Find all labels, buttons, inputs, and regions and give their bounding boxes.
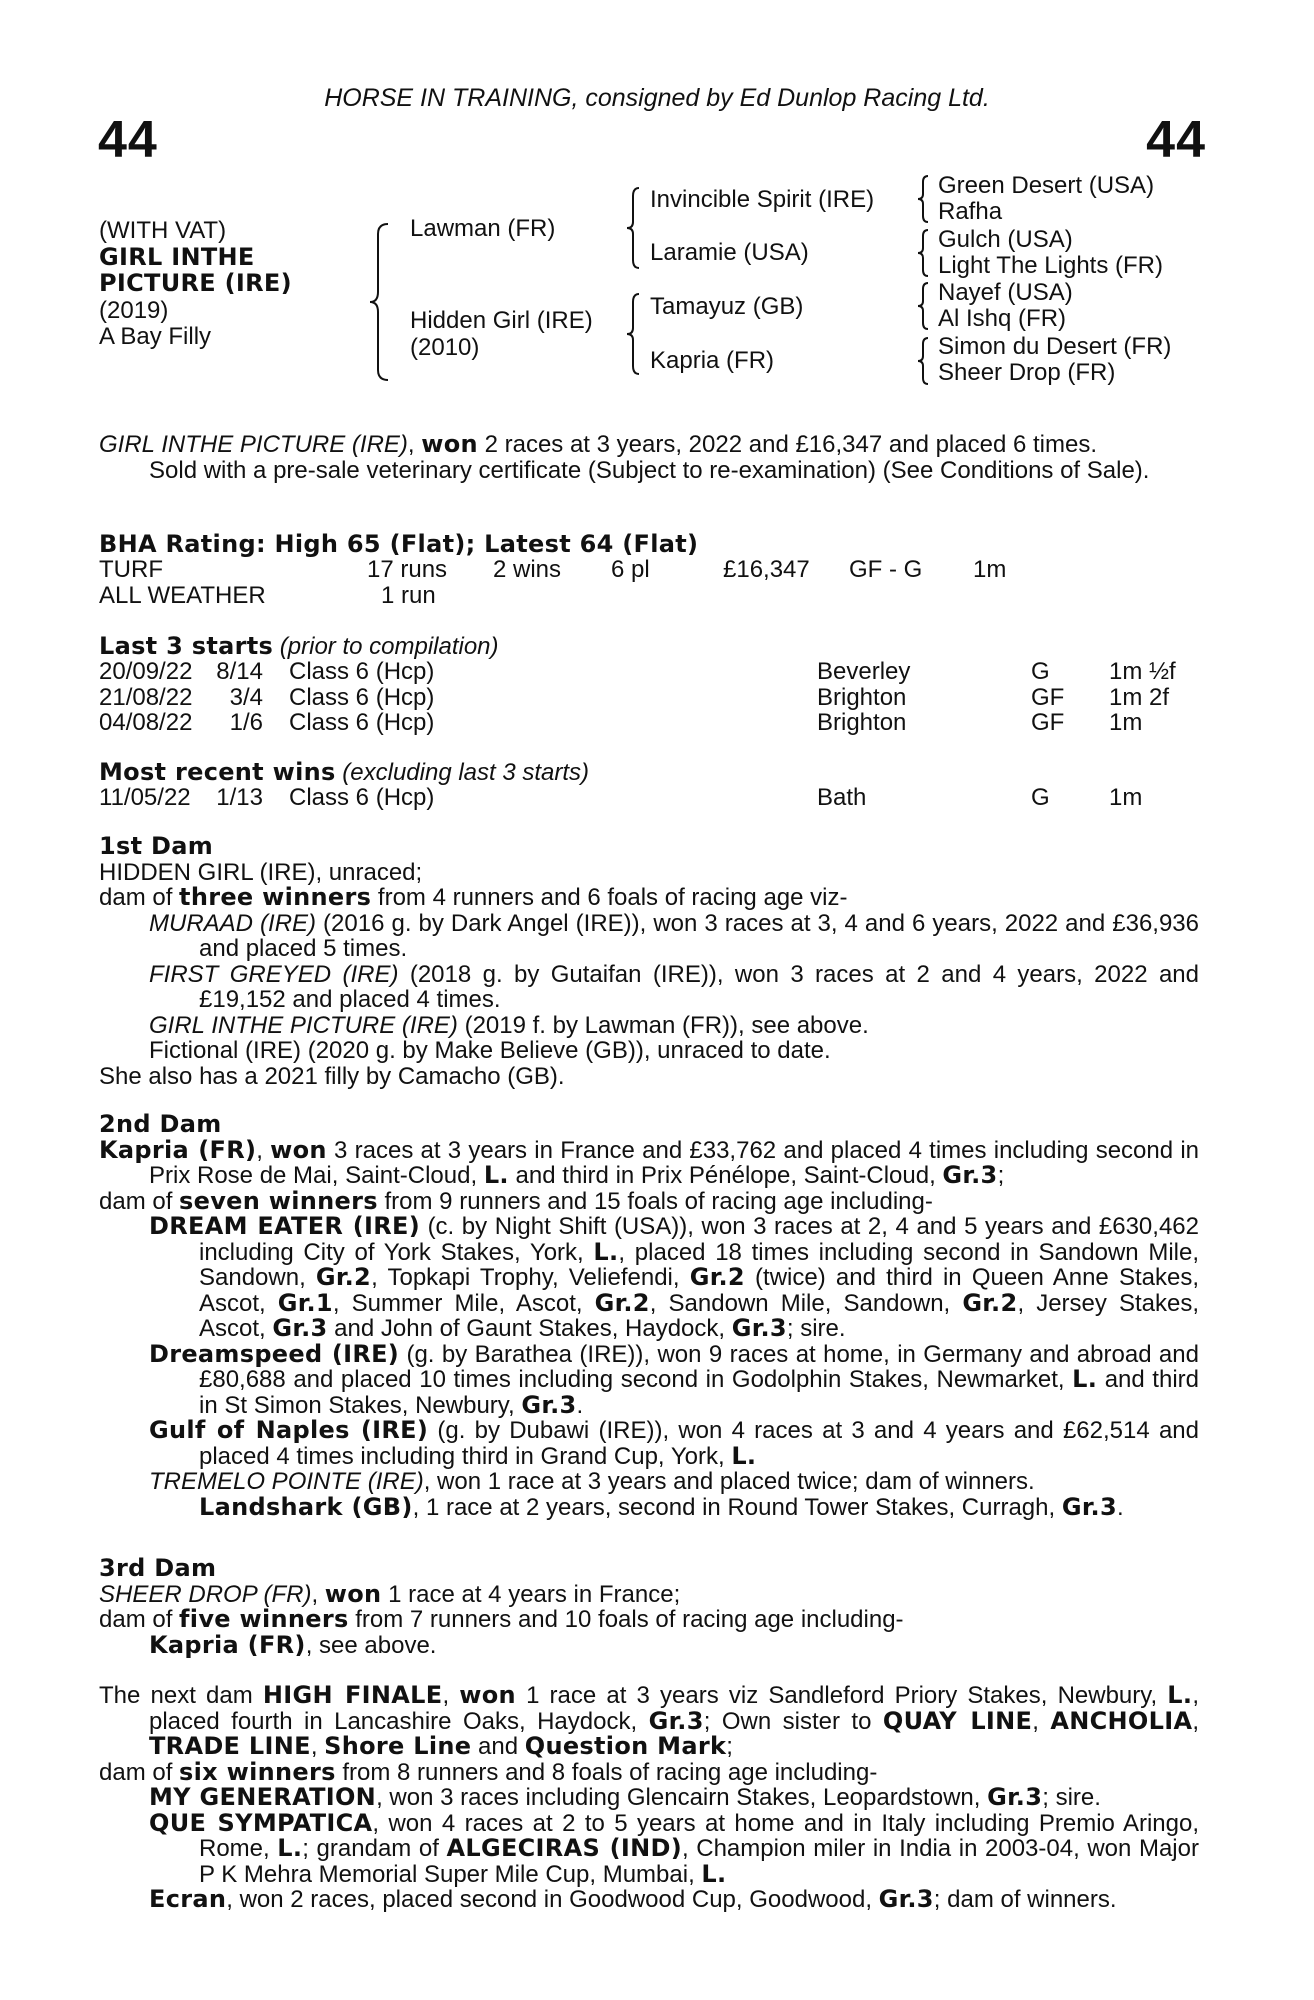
offspring-muraad: MURAAD (IRE) (2016 g. by Dark Angel (IRE)), won 3 races at 3, 4 and 6 years, 2022 and £36,936 and placed 5 times. (149, 909, 1199, 962)
race-summary: GIRL INTHE PICTURE (IRE), won 2 races at 3 years, 2022 and £16,347 and placed 6 times. Sold with a pre-sale veterinary certificate (Subject to re-examination) (See Conditions of Sale). (99, 430, 1150, 484)
last3-row (99, 709, 1219, 735)
g-ancestor-7: Simon du Desert (FR) (938, 333, 1172, 360)
second-dam-section (99, 1112, 1199, 1520)
g-ancestor-2: Rafha (938, 198, 1003, 225)
offspring-que-sympatica: QUE SYMPATICA, won 4 races at 2 to 5 years at home and in Italy including Premio Aringo, Rome, L.; grandam of ALGECIRAS (IND), Champion miler in India in 2003-04, won Major P K Mehra Memorial Super Mile Cup, Mumbai, L. (149, 1808, 1199, 1888)
first-dam-heading: 1st Dam (99, 832, 214, 860)
dam-name: Hidden Girl (IRE) (410, 307, 593, 334)
third-dam-produce: dam of five winners from 7 runners and 10 foals of racing age including- (99, 1605, 904, 1633)
dam-dam-name: Kapria (FR) (650, 347, 775, 374)
third-dam-heading: 3rd Dam (99, 1554, 217, 1582)
recent-win-row (99, 784, 1219, 810)
offspring-gulf-of-naples: Gulf of Naples (IRE) (g. by Dubawi (IRE)), won 4 races at 3 and 4 years and £62,514 and placed 4 times including third in Grand Cup, York, L. (149, 1416, 1199, 1470)
last3-date: 21/08/22 (99, 683, 193, 711)
bha-rating: BHA Rating: High 65 (Flat); Latest 64 (Flat) (99, 530, 699, 558)
recent-win-cls: Class 6 (Hcp) (289, 784, 435, 811)
g-ancestor-4: Light The Lights (FR) (938, 252, 1163, 279)
turf-runs: 17 runs (367, 556, 448, 583)
first-dam-produce: dam of three winners from 4 runners and 6 foals of racing age viz- (99, 883, 848, 911)
sale-note: Sold with a pre-sale veterinary certificate (Subject to re-examination) (See Conditions of Sale). (149, 456, 1150, 484)
offspring-dreamspeed: Dreamspeed (IRE) (g. by Barathea (IRE)), won 9 races at home, in Germany and abroad and £80,688 and placed 10 times including second in Godolphin Stakes, Newmarket, L. and third in St Simon Stakes, Newbury, Gr.3. (149, 1339, 1199, 1419)
summary-won: won (421, 430, 478, 458)
turf-placed: 6 pl (611, 556, 650, 583)
last3-course: Beverley (817, 658, 911, 685)
offspring-dream-eater: DREAM EATER (IRE) (c. by Night Shift (USA)), won 3 races at 2, 4 and 5 years and £630,462 including City of York Stakes, York, L., placed 18 times including second in Sandown Mile, Sandown, Gr.2, Topkapi Trophy, Veliefendi, Gr.2 (twice) and third in Queen Anne Stakes, Ascot, Gr.1, Summer Mile, Ascot, Gr.2, Sandown Mile, Sandown, Gr.2, Jersey Stakes, Ascot, Gr.3 and John of Gaunt Stakes, Haydock, Gr.3; sire. (149, 1212, 1200, 1342)
recent-win-going: G (1031, 784, 1050, 811)
last3-pos: 1/6 (229, 709, 263, 736)
offspring-first-greyed: FIRST GREYED (IRE) (2018 g. by Gutaifan (IRE)), won 3 races at 2 and 4 years, 2022 and £19,152 and placed 4 times. (149, 960, 1199, 1013)
offspring-ecran: Ecran, won 2 races, placed second in Goodwood Cup, Goodwood, Gr.3; dam of winners. (149, 1885, 1117, 1913)
third-dam-section (99, 1556, 1199, 1658)
next-dam-section (99, 1683, 1199, 1913)
offspring-landshark: Landshark (GB), 1 race at 2 years, second in Round Tower Stakes, Curragh, Gr.3. (199, 1492, 1124, 1521)
pedigree-brace-g2 (914, 228, 934, 278)
sheer-drop-record: SHEER DROP (FR), won 1 race at 4 years in France; (99, 1579, 681, 1608)
last3-heading: Last 3 starts (prior to compilation) (99, 632, 499, 660)
last3-dist: 1m 2f (1109, 683, 1170, 711)
first-dam-section (99, 834, 1199, 1089)
recent-win-course: Bath (817, 784, 867, 811)
offspring-my-generation: MY GENERATION, won 3 races including Glencairn Stakes, Leopardstown, Gr.3; sire. (149, 1783, 1101, 1811)
second-dam-heading: 2nd Dam (99, 1110, 222, 1138)
pedigree-brace-main (366, 222, 396, 382)
dam-year: (2010) (410, 334, 480, 361)
last3-cls: Class 6 (Hcp) (289, 709, 435, 736)
g-ancestor-6: Al Ishq (FR) (938, 305, 1067, 332)
pedigree-brace-dam (623, 292, 645, 376)
high-finale-record: The next dam HIGH FINALE, won 1 race at 3 years viz Sandleford Priory Stakes, Newbury, L., placed fourth in Lancashire Oaks, Haydock, Gr.3; Own sister to QUAY LINE, ANCHOLIA, TRADE LINE, Shore Line and Question Mark; (99, 1681, 1200, 1760)
horse-name-line1: GIRL INTHE (99, 243, 255, 271)
last3-date: 20/09/22 (99, 658, 193, 685)
aw-label: ALL WEATHER (99, 582, 266, 609)
last3-course: Brighton (817, 683, 907, 711)
pedigree-brace-g4 (914, 336, 934, 386)
first-dam-line: HIDDEN GIRL (IRE), unraced; (99, 858, 423, 886)
kapria-record: Kapria (FR), won 3 races at 3 years in France and £33,762 and placed 4 times including second in Prix Rose de Mai, Saint-Cloud, L. and third in Prix Pénélope, Saint-Cloud, Gr.3; (99, 1135, 1200, 1189)
consignor-header: HORSE IN TRAINING, consigned by Ed Dunlop Racing Ltd. (324, 84, 990, 112)
lot-number-right: 44 (1146, 111, 1206, 169)
last3-pos: 8/14 (216, 658, 263, 685)
horse-description: A Bay Filly (99, 323, 212, 350)
lot-number-left: 44 (98, 111, 158, 169)
last3-pos: 3/4 (229, 683, 263, 711)
last3-course: Brighton (817, 709, 907, 736)
turf-going: GF - G (849, 556, 923, 583)
last3-dist: 1m (1109, 709, 1143, 736)
horse-name-line2: PICTURE (IRE) (99, 269, 292, 297)
pedigree-brace-g1 (914, 174, 934, 224)
second-dam-produce: dam of seven winners from 9 runners and 15 foals of racing age including- (99, 1186, 933, 1215)
summary-horse-name: GIRL INTHE PICTURE (IRE) (99, 431, 408, 458)
turf-distance: 1m (973, 556, 1007, 583)
offspring-kapria: Kapria (FR), see above. (149, 1630, 437, 1659)
sire-dam-name: Laramie (USA) (650, 239, 809, 266)
recent-win-pos: 1/13 (216, 784, 263, 811)
turf-wins: 2 wins (493, 556, 562, 583)
vat-note: (WITH VAT) (99, 217, 227, 244)
recent-wins-heading: Most recent wins (excluding last 3 starts) (99, 758, 590, 786)
turf-label: TURF (99, 556, 163, 583)
aw-runs: 1 run (381, 582, 436, 609)
last3-dist: 1m ½f (1109, 658, 1176, 685)
last3-row (99, 658, 1219, 684)
g-ancestor-1: Green Desert (USA) (938, 172, 1155, 199)
offspring-fictional: Fictional (IRE) (2020 g. by Make Believe (GB)), unraced to date. (149, 1037, 831, 1064)
g-ancestor-5: Nayef (USA) (938, 279, 1073, 306)
dam-sire-name: Tamayuz (GB) (650, 293, 804, 320)
sire-sire-name: Invincible Spirit (IRE) (650, 186, 875, 213)
pedigree-brace-sire (623, 186, 645, 270)
g-ancestor-8: Sheer Drop (FR) (938, 359, 1116, 386)
recent-win-dist: 1m (1109, 784, 1143, 811)
all-weather-record (99, 582, 1199, 608)
sire-name: Lawman (FR) (410, 215, 556, 242)
first-dam-filly-note: She also has a 2021 filly by Camacho (GB). (99, 1062, 565, 1090)
offspring-tremelo-pointe: TREMELO POINTE (IRE), won 1 race at 3 years and placed twice; dam of winners. (149, 1468, 1035, 1495)
last3-row (99, 684, 1219, 710)
g-ancestor-3: Gulch (USA) (938, 226, 1073, 253)
last3-going: G (1031, 658, 1050, 685)
recent-win-date: 11/05/22 (99, 784, 191, 811)
last3-going: GF (1031, 683, 1065, 711)
last3-date: 04/08/22 (99, 709, 193, 736)
next-dam-produce: dam of six winners from 8 runners and 8 foals of racing age including- (99, 1757, 878, 1786)
offspring-girl-inthe-picture: GIRL INTHE PICTURE (IRE) (2019 f. by Lawman (FR)), see above. (149, 1011, 869, 1039)
last3-cls: Class 6 (Hcp) (289, 683, 435, 711)
horse-year: (2019) (99, 297, 169, 324)
summary-text: 2 races at 3 years, 2022 and £16,347 and placed 6 times. (477, 431, 1097, 458)
pedigree-brace-g3 (914, 281, 934, 331)
last3-cls: Class 6 (Hcp) (289, 658, 435, 685)
last3-going: GF (1031, 709, 1065, 736)
turf-record (99, 556, 1199, 582)
turf-prize: £16,347 (723, 556, 810, 583)
